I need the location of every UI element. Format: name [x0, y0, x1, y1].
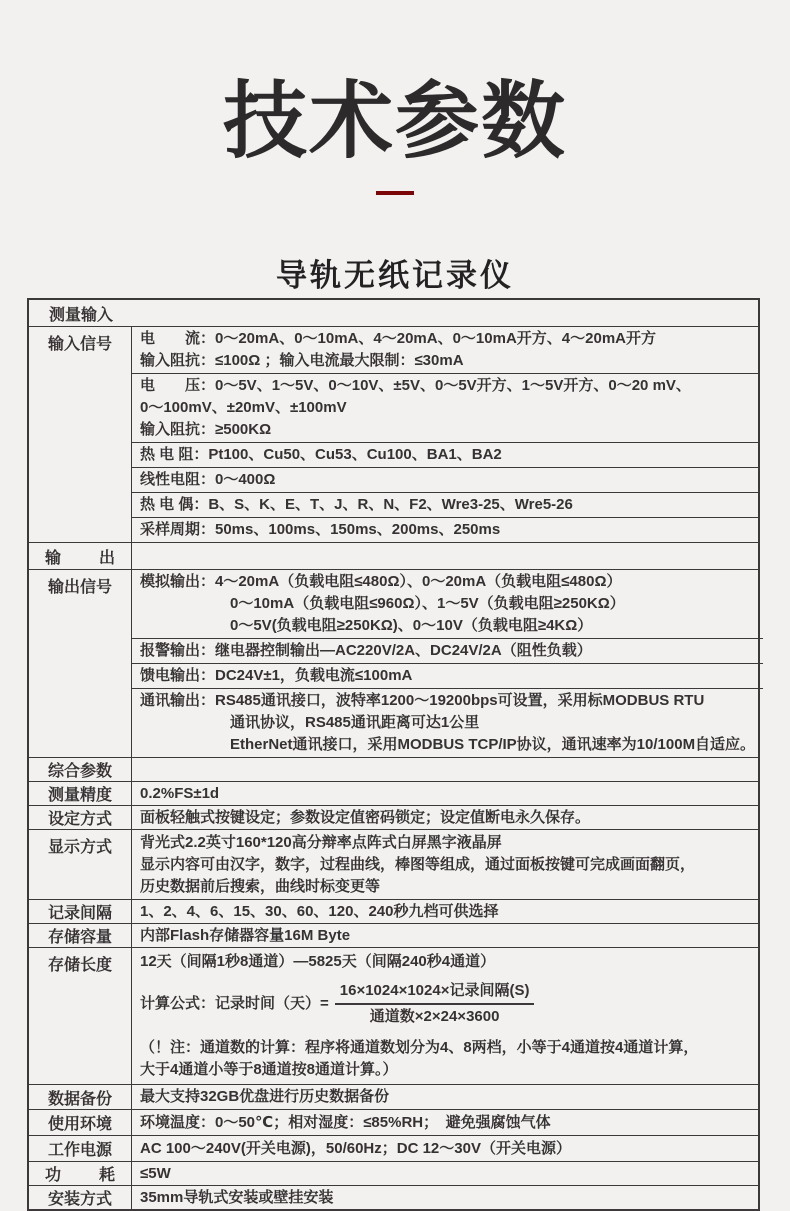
row-label: 显示方式 — [29, 830, 132, 899]
spec-line: 0.2%FS±1d — [140, 784, 220, 802]
spec-line: 0～5V(负载电阻≥250KΩ)、0～10V（负载电阻≥4KΩ） — [230, 617, 593, 634]
subrow-alarm-output — [132, 638, 763, 663]
row-content — [132, 924, 758, 947]
table-row-data-backup — [29, 1084, 758, 1109]
table-row-setting-mode — [29, 805, 758, 829]
row-content-empty — [132, 543, 758, 569]
spec-line: 通讯协议，RS485通讯距离可达1公里 — [230, 714, 480, 731]
table-row-record-interval — [29, 899, 758, 923]
row-content — [132, 1085, 758, 1109]
spec-line: 环境温度：0～50℃；相对湿度：≤85%RH； 避免强腐蚀气体 — [140, 1113, 551, 1131]
spec-line: 背光式2.2英寸160*120高分辩率点阵式白屏黑字液晶屏 — [140, 833, 502, 851]
table-row-measure-input — [29, 300, 758, 326]
table-row-output — [29, 542, 758, 569]
table-row-display-mode — [29, 829, 758, 899]
spec-line: 历史数据前后搜索，曲线时标变更等 — [140, 877, 381, 895]
table-row-output-signal — [29, 569, 758, 757]
spec-line: 热 电 偶：B、S、K、E、T、J、R、N、F2、Wre3-25、Wre5-26 — [140, 496, 573, 513]
spec-line: EtherNet通讯接口，采用MODBUS TCP/IP协议，通讯速率为10/100M自适应。 — [230, 736, 756, 753]
subrow-rtd — [132, 442, 758, 467]
formula-prefix: 计算公式：记录时间（天）= — [140, 995, 329, 1012]
spec-line: 模拟输出：4～20mA（负载电阻≤480Ω）、0～20mA（负载电阻≤480Ω） — [140, 573, 622, 590]
row-content — [132, 1136, 758, 1161]
subrow-analog-output — [132, 570, 763, 638]
spec-line: （！注：通道数的计算：程序将通道数划分为4、8两档，小等于4通道按4通道计算， — [140, 1039, 699, 1056]
spec-line: 显示内容可由汉字，数字，过程曲线，棒图等组成，通过面板按键可完成画面翻页， — [140, 855, 696, 873]
product-name: 导轨无纸记录仪 — [276, 258, 514, 293]
subrow-current — [132, 327, 758, 373]
row-label: 使用环境 — [29, 1110, 132, 1135]
spec-line: 通讯输出：RS485通讯接口，波特率1200～19200bps可设置，采用标MODBUS RTU — [140, 692, 705, 709]
subrow-feed-output — [132, 663, 763, 688]
spec-table — [27, 298, 760, 1211]
row-content — [132, 1110, 758, 1135]
table-row-accuracy — [29, 781, 758, 805]
spec-line: 报警输出：继电器控制输出—AC220V/2A、DC24V/2A（阻性负载） — [140, 642, 592, 659]
label-char: 出 — [98, 549, 115, 567]
table-row-power-supply — [29, 1135, 758, 1161]
row-label: 存储容量 — [29, 924, 132, 947]
spec-line: 1、2、4、6、15、30、60、120、240秒九档可供选择 — [140, 902, 499, 920]
spec-line: 最大支持32GB优盘进行历史数据备份 — [140, 1088, 390, 1105]
table-row-storage-capacity — [29, 923, 758, 947]
spec-line: 电 压：0～5V、1～5V、0～10V、±5V、0～5V开方、1～5V开方、0～20 mV、 — [140, 377, 691, 394]
table-row-general-params — [29, 757, 758, 781]
table-row-power-consumption — [29, 1161, 758, 1185]
row-content — [132, 327, 758, 542]
section-label: 测量输入 — [49, 306, 114, 324]
spec-line: 线性电阻：0～400Ω — [140, 471, 276, 488]
label-char: 输 — [45, 549, 62, 567]
formula-fraction — [335, 981, 535, 1027]
label-char: 耗 — [98, 1167, 115, 1184]
spec-line: 输入阻抗：≤100Ω ；输入电流最大限制：≤30mA — [140, 352, 464, 369]
spec-line: 电 流：0～20mA、0～10mA、4～20mA、0～10mA开方、4～20mA开方 — [140, 330, 656, 347]
subrow-thermocouple — [132, 492, 758, 517]
spec-line: 12天（间隔1秒8通道）—5825天（间隔240秒4通道） — [140, 953, 496, 970]
table-row-mounting — [29, 1185, 758, 1209]
spec-line: 大于4通道小等于8通道按8通道计算。） — [140, 1061, 398, 1078]
row-label: 记录间隔 — [29, 900, 132, 923]
row-label: 安装方式 — [29, 1186, 132, 1209]
row-content — [132, 948, 758, 1084]
subrow-voltage — [132, 373, 758, 442]
spec-line: ≤5W — [140, 1164, 171, 1182]
table-row-environment — [29, 1109, 758, 1135]
subrow-comm-output — [132, 688, 763, 757]
row-label: 输出信号 — [29, 570, 132, 757]
subrow-linear-resistance — [132, 467, 758, 492]
table-row-storage-length — [29, 947, 758, 1084]
row-content — [132, 900, 758, 923]
row-label — [29, 543, 132, 569]
row-label: 工作电源 — [29, 1136, 132, 1161]
spec-line: 内部Flash存储器容量16M Byte — [140, 926, 351, 944]
spec-line: 输入阻抗：≥500KΩ — [140, 421, 272, 438]
spec-line: 35mm导轨式安装或壁挂安装 — [140, 1188, 334, 1206]
row-label — [29, 1162, 132, 1185]
row-content — [132, 830, 758, 899]
page-title: 技术参数 — [222, 74, 567, 168]
spec-line: AC 100～240V(开关电源)，50/60Hz；DC 12～30V（开关电源） — [140, 1139, 571, 1157]
row-content — [132, 806, 758, 829]
spec-line: 面板轻触式按键设定；参数设定值密码锁定；设定值断电永久保存。 — [140, 808, 591, 826]
spec-line: 热 电 阻：Pt100、Cu50、Cu53、Cu100、BA1、BA2 — [140, 446, 502, 463]
row-label: 数据备份 — [29, 1085, 132, 1109]
spec-line: 馈电输出：DC24V±1，负载电流≤100mA — [140, 667, 413, 684]
row-content-empty — [132, 758, 758, 781]
accent-dash — [376, 191, 414, 195]
label-char: 功 — [45, 1167, 62, 1184]
formula-numerator: 16×1024×1024×记录间隔(S) — [335, 981, 535, 1005]
spec-line: 0～100mV、±20mV、±100mV — [140, 399, 347, 416]
row-label: 综合参数 — [29, 758, 132, 781]
row-content — [132, 782, 758, 805]
formula-denominator: 通道数×2×24×3600 — [369, 1008, 500, 1025]
record-time-formula — [140, 981, 750, 1027]
spec-line: 0～10mA（负载电阻≤960Ω）、1～5V（负载电阻≥250KΩ） — [230, 595, 625, 612]
spec-line: 采样周期：50ms、100ms、150ms、200ms、250ms — [140, 521, 501, 538]
row-label: 设定方式 — [29, 806, 132, 829]
row-label: 输入信号 — [29, 327, 132, 542]
row-label: 测量精度 — [29, 782, 132, 805]
row-content — [132, 1162, 758, 1185]
table-row-input-signal — [29, 326, 758, 542]
row-content — [132, 570, 763, 757]
subrow-sampling — [132, 517, 758, 542]
row-content — [132, 1186, 758, 1209]
row-label: 存储长度 — [29, 948, 132, 1084]
